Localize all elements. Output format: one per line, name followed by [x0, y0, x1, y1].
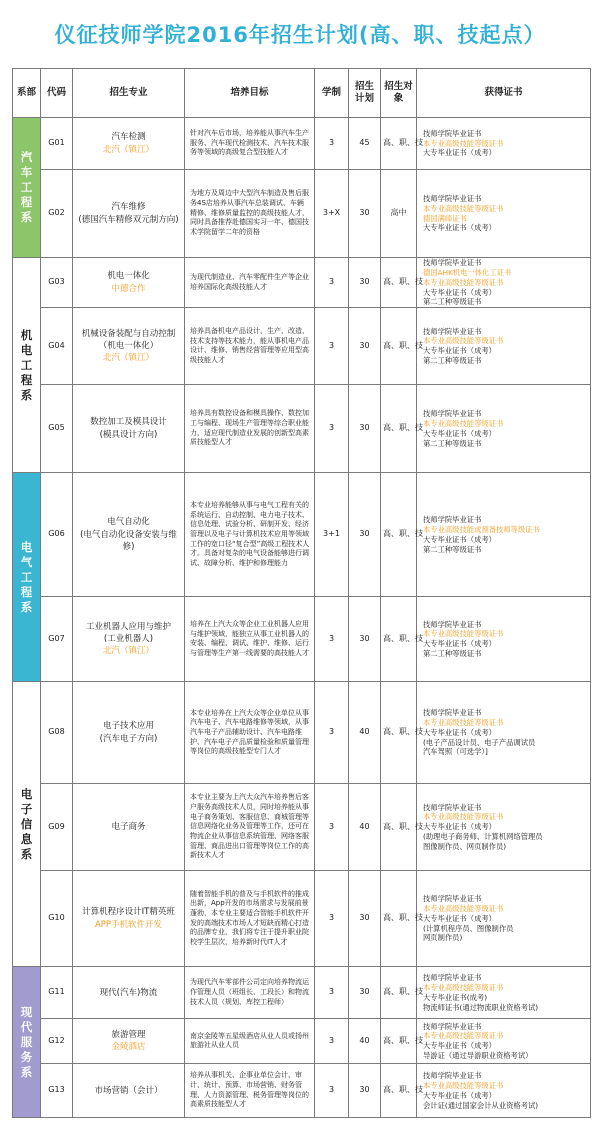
cert-line: 本专业高级技能等级证书: [423, 277, 504, 287]
major-line: 旅游管理: [111, 1029, 146, 1040]
major-cell: [73, 385, 185, 473]
target-cell: [381, 1064, 423, 1118]
major-cell: [73, 871, 185, 967]
years-cell: 3: [315, 385, 349, 473]
cert-line: 本专业高级技能等级证书: [423, 418, 504, 428]
department-name: 现代服务系: [20, 1004, 33, 1079]
cert-line: 本专业高级技能等级证书: [423, 982, 504, 992]
cert-line: 大专毕业证书（成考）: [423, 1090, 496, 1100]
major-cell: [73, 784, 185, 871]
cert-line: 技师学院毕业证书: [423, 515, 482, 525]
header-code: 代码: [41, 69, 73, 118]
cert-line: 本专业高级技能等级证书: [423, 336, 504, 346]
major-line: 市场营销（会计）: [94, 1085, 163, 1096]
goal-cell: 南京金陵等五星级酒店从业人员或扬州旅游社从业人员: [185, 1019, 315, 1064]
table-row: [13, 1019, 591, 1064]
major-line: 中德合作: [111, 283, 146, 294]
major-line: (电气自动化设备安装与维修): [80, 529, 177, 552]
years-cell: 3: [315, 682, 349, 784]
years-cell: 3+1: [315, 473, 349, 597]
years-cell: 3: [315, 597, 349, 682]
major-cell: [73, 170, 185, 258]
cert-line: 技师学院毕业证书: [423, 802, 482, 812]
cert-line: 技师学院毕业证书: [423, 258, 482, 267]
years-cell: 3: [315, 118, 349, 170]
cert-line: 大专毕业证书(成考): [423, 992, 488, 1002]
table-body: [13, 118, 591, 1118]
header-target: 招生对象: [381, 69, 417, 118]
header-major: 招生专业: [73, 69, 185, 118]
cert-line: 技师学院毕业证书: [423, 619, 482, 629]
cert-line: 本专业高级技能等级证书: [423, 717, 504, 727]
major-line: 机电一体化: [107, 271, 150, 282]
goal-cell: 培养从事机关、企事业单位会计、审计、统计、预算、市场营销、财务管理、人力资源管理、税务管理等岗位的高素质技能型人才: [185, 1064, 315, 1118]
major-line: 电子技术应用: [102, 721, 154, 732]
major-line: 计算机程序设计IT精英班: [82, 907, 175, 918]
cert-line: 大专毕业证书（成考）: [423, 534, 496, 544]
target-cell: [381, 170, 417, 258]
target-cell: [381, 258, 423, 308]
target-cell: [381, 308, 423, 385]
goal-cell: 培养具有数控设备和模具操作、数控加工与编程、现场生产管理等综合职业能力，适应现代制造业发展的创新型高素质技能型人才: [185, 385, 315, 473]
table-row: [13, 385, 591, 473]
cert-line: 第二工种等级证书: [423, 544, 482, 554]
major-cell: [73, 597, 185, 682]
header-certs: 获得证书: [417, 69, 591, 118]
years-cell: 3: [315, 1019, 349, 1064]
major-line: 数控加工及模具设计: [90, 417, 167, 428]
plan-cell: 30: [349, 473, 381, 597]
major-line: (德国汽车精修双元制方向): [78, 214, 179, 225]
plan-cell: 30: [349, 871, 381, 967]
page-title: 仪征技师学院2016年招生计划(高、职、技起点）: [54, 23, 546, 47]
major-line: 金陵酒店: [111, 1042, 146, 1053]
certs-cell: [417, 784, 591, 871]
certs-cell: [417, 473, 591, 597]
cert-line: 本专业高级技能等级证书: [423, 903, 504, 913]
cert-line: 本专业高级技能等级证书: [423, 1031, 504, 1041]
certs-cell: [417, 1019, 591, 1064]
cert-line: 技师学院毕业证书: [423, 326, 482, 336]
major-line: 工业机器人应用与维护: [85, 621, 171, 632]
cert-line: (助理电子商务师、计算机网络管理员: [423, 832, 543, 842]
target-cell: [381, 118, 423, 170]
cert-line: 物流师证书(通过物流职业资格考试): [423, 1002, 539, 1012]
department-cell: [13, 473, 41, 682]
cert-line: 大专毕业证书（成考）: [423, 223, 496, 233]
goal-cell: 本专业培养能够从事与电气工程有关的系统运行、自动控制、电力电子技术、信息处理、试验分析、研制开发、经济管理以及电子与计算机技术应用等领域工作的宽口径“复合型”高级工程技术人才。具备对复杂的电气设备能够进行调试、故障分析、维护和修理能力: [185, 473, 315, 597]
code-cell: G09: [41, 784, 73, 871]
table-row: [13, 170, 591, 258]
plan-cell: 30: [349, 967, 381, 1019]
code-cell: G11: [41, 967, 73, 1019]
certs-cell: [417, 385, 591, 473]
code-cell: G05: [41, 385, 73, 473]
target-text: 高、职、技: [383, 340, 423, 350]
cert-line: 大专毕业证书（成考）: [423, 639, 496, 649]
cert-line: 大专毕业证书（成考）: [423, 913, 496, 923]
major-line: (模具设计方向): [99, 429, 158, 440]
goal-cell: 培养在上汽大众等企业工业机器人应用与维护领域，能独立从事工业机器人的安装、编程、调试、维护、维修、运行与管理等生产第一线需要的高技能人才: [185, 597, 315, 682]
certs-cell: [417, 597, 591, 682]
plan-cell: 40: [349, 1019, 381, 1064]
target-cell: [381, 784, 423, 871]
cert-line: 汽车驾照（可选学）]: [423, 747, 488, 757]
cert-line: 技师学院毕业证书: [423, 1021, 482, 1031]
major-line: 机械设备装配与自动控制: [81, 328, 176, 339]
cert-line: 第二工种等级证书: [423, 438, 482, 448]
code-cell: G01: [41, 118, 73, 170]
cert-line: 大专毕业证书（成考）: [423, 727, 496, 737]
major-line: APP手机软件开发: [94, 919, 163, 930]
cert-line: 大专毕业证书（成考）: [423, 428, 496, 438]
header-row: [13, 69, 591, 118]
target-cell: [381, 597, 423, 682]
table-row: [13, 967, 591, 1019]
plan-cell: 40: [349, 682, 381, 784]
major-line: 北汽（镇江）: [102, 144, 154, 155]
target-cell: [381, 967, 423, 1019]
certs-cell: [417, 967, 591, 1019]
table-row: [13, 258, 591, 308]
major-cell: [73, 258, 185, 308]
table-row: [13, 784, 591, 871]
department-cell: [13, 258, 41, 473]
table-row: [13, 1064, 591, 1118]
major-line: (汽车电子方向): [99, 733, 158, 744]
certs-cell: [417, 682, 591, 784]
cert-line: 技师学院毕业证书: [423, 973, 482, 983]
table-row: [13, 473, 591, 597]
code-cell: G08: [41, 682, 73, 784]
target-cell: [381, 473, 423, 597]
department-cell: [13, 118, 41, 258]
major-cell: [73, 308, 185, 385]
cert-line: 技师学院毕业证书: [423, 1071, 482, 1081]
cert-line: 大专毕业证书（成考）: [423, 346, 496, 356]
cert-line: 第二工种等级证书: [423, 356, 482, 366]
code-cell: G07: [41, 597, 73, 682]
target-text: 高、职、技: [383, 727, 423, 737]
header-years: 学制: [315, 69, 349, 118]
target-text: 高、职、技: [383, 987, 423, 997]
major-cell: [73, 473, 185, 597]
certs-cell: [417, 871, 591, 967]
table-row: [13, 597, 591, 682]
cert-line: 技师学院毕业证书: [423, 708, 482, 718]
goal-cell: 为现代汽车零部件公司定向培养物流运作管理人员（班组长、工段长）和物流技术人员（规划、库控工程师）: [185, 967, 315, 1019]
cert-line: 德国满师证书: [423, 213, 467, 223]
header-plan: 招生计划: [349, 69, 381, 118]
target-text: 高、职、技: [383, 913, 423, 923]
cert-line: 会计证(通过国家会计从业资格考试): [423, 1100, 539, 1110]
plan-cell: 30: [349, 308, 381, 385]
cert-line: 本专业高级技能等级证书: [423, 1080, 504, 1090]
major-line: 现代(汽车)物流: [99, 987, 158, 998]
plan-cell: 30: [349, 258, 381, 308]
goal-cell: 为现代制造业、汽车零配件生产等企业培养国际化高级技能人才: [185, 258, 315, 308]
header-dept: 系部: [13, 69, 41, 118]
code-cell: G02: [41, 170, 73, 258]
plan-cell: 45: [349, 118, 381, 170]
department-cell: [13, 682, 41, 967]
years-cell: 3: [315, 308, 349, 385]
major-line: (工业机器人): [103, 634, 154, 645]
major-line: 电气自动化: [107, 517, 150, 528]
department-cell: [13, 967, 41, 1118]
cert-line: 大专毕业证书（成考）: [423, 822, 496, 832]
certs-cell: [417, 118, 591, 170]
goal-cell: 随着智能手机的普及与手机软件的推成出新，App开发的市场需求与发展前景蓬勃，本专业主要适合智能手机软件开发的高端技术市场人才短缺而精心打造的品牌专业，我们将专注于提升职业院校学生层次，培养新时代IT人才: [185, 871, 315, 967]
plan-cell: 30: [349, 597, 381, 682]
target-cell: [381, 871, 423, 967]
cert-line: 本专业高级技能或预备技师等级证书: [423, 524, 540, 534]
major-line: 北汽（镇江）: [102, 353, 154, 364]
department-name: 电气工程系: [20, 539, 33, 614]
major-cell: [73, 682, 185, 784]
plan-cell: 30: [349, 385, 381, 473]
cert-line: (电子产品设计员、电子产品调试员: [423, 737, 536, 747]
cert-line: 第二工种等级证书: [423, 649, 482, 659]
major-line: 北汽（镇江）: [102, 646, 154, 657]
department-name: 汽车工程系: [20, 150, 33, 224]
cert-line: 技师学院毕业证书: [423, 894, 482, 904]
plan-cell: 40: [349, 784, 381, 871]
target-text: 高、职、技: [383, 138, 423, 148]
code-cell: G13: [41, 1064, 73, 1118]
cert-line: 德国AHK机电一体化工证书: [423, 267, 512, 277]
goal-cell: 本专业培养在上汽大众等企业单位从事汽车电子、汽车电路维修等领域，从事汽车电子产品辅助设计、汽车电路维护、汽车电子产品质量检验和质量管理等岗位的高级技能型专门人才: [185, 682, 315, 784]
certs-cell: [417, 308, 591, 385]
major-line: （机电一体化）: [98, 341, 159, 352]
target-text: 高、职、技: [383, 1085, 423, 1095]
major-cell: [73, 1064, 185, 1118]
target-cell: [381, 682, 423, 784]
major-line: 汽车检测: [111, 132, 146, 143]
goal-cell: 培养具备机电产品设计、生产、改造、技术支持等技术能力，能从事机电产品设计、维修、销售经营管理等应用型高级技能人才: [185, 308, 315, 385]
certs-cell: [417, 170, 591, 258]
years-cell: 3: [315, 967, 349, 1019]
target-cell: [381, 385, 423, 473]
table-row: [13, 682, 591, 784]
code-cell: G03: [41, 258, 73, 308]
cert-line: 本专业高级技能等级证书: [423, 812, 504, 822]
target-text: 高、职、技: [383, 529, 423, 539]
table-row: [13, 871, 591, 967]
years-cell: 3+X: [315, 170, 349, 258]
goal-cell: 针对汽车后市场，培养能从事汽车生产服务、汽车现代检测技术、汽车技术服务等领域的高级复合型技能人才: [185, 118, 315, 170]
cert-line: 图像制作员、网页制作员): [423, 841, 507, 851]
target-text: 高、职、技: [383, 423, 423, 433]
major-cell: [73, 1019, 185, 1064]
header-goal: 培养目标: [185, 69, 315, 118]
plan-cell: 30: [349, 1064, 381, 1118]
target-text: 高、职、技: [383, 1035, 423, 1045]
years-cell: 3: [315, 784, 349, 871]
target-text: 高、职、技: [383, 821, 423, 831]
goal-cell: 本专业主要为上汽大众汽车培养售后客户服务高级技术人员，同时培养能从事电子商务策划、客服信息、商城管理等信息网络化业务及管理等工作，还可在物流企业从事信息系统管理、网络客服管理、商品进出口管理等岗位工作的高新技术人才: [185, 784, 315, 871]
major-line: 汽车维修: [111, 202, 146, 213]
enrollment-plan-table: [12, 68, 591, 1118]
target-text: 高、职、技: [383, 277, 423, 287]
target-text: 高、职、技: [383, 633, 423, 643]
code-cell: G12: [41, 1019, 73, 1064]
cert-line: 网页制作员): [423, 933, 463, 943]
goal-cell: 为地方及周边中大型汽车制造及售后服务4S店培养从事汽车总装调试、车辆精修、维修质量监控的高级技能人才，同时具备推荐赴德国实习一年、德国技术学院留学二年的资格: [185, 170, 315, 258]
department-name: 机电工程系: [20, 327, 33, 402]
plan-cell: 30: [349, 170, 381, 258]
years-cell: 3: [315, 258, 349, 308]
cert-line: 技师学院毕业证书: [423, 128, 482, 138]
cert-line: 导游证（通过导游职业资格考试）: [423, 1051, 533, 1061]
cert-line: 本专业高级技能等级证书: [423, 138, 504, 148]
cert-line: 本专业高级技能等级证书: [423, 629, 504, 639]
cert-line: 技师学院毕业证书: [423, 409, 482, 419]
cert-line: 技师学院毕业证书: [423, 193, 482, 203]
certs-cell: [417, 258, 591, 308]
code-cell: G04: [41, 308, 73, 385]
years-cell: 3: [315, 1064, 349, 1118]
table-row: [13, 118, 591, 170]
major-cell: [73, 967, 185, 1019]
target-text: 高中: [390, 208, 407, 218]
table-row: [13, 308, 591, 385]
cert-line: 大专毕业证书（成考）: [423, 1041, 496, 1051]
major-line: 电子商务: [111, 822, 146, 833]
certs-cell: [417, 1064, 591, 1118]
major-cell: [73, 118, 185, 170]
cert-line: 大专毕业证书（成考）: [423, 148, 496, 158]
department-name: 电子信息系: [20, 786, 33, 861]
years-cell: 3: [315, 871, 349, 967]
cert-line: 本专业高级技能等级证书: [423, 203, 504, 213]
code-cell: G06: [41, 473, 73, 597]
cert-line: (计算机程序员、图像制作员: [423, 923, 514, 933]
code-cell: G10: [41, 871, 73, 967]
target-cell: [381, 1019, 423, 1064]
cert-line: 第二工种等级证书: [423, 297, 482, 307]
cert-line: 大专毕业证书（成考）: [423, 287, 496, 297]
